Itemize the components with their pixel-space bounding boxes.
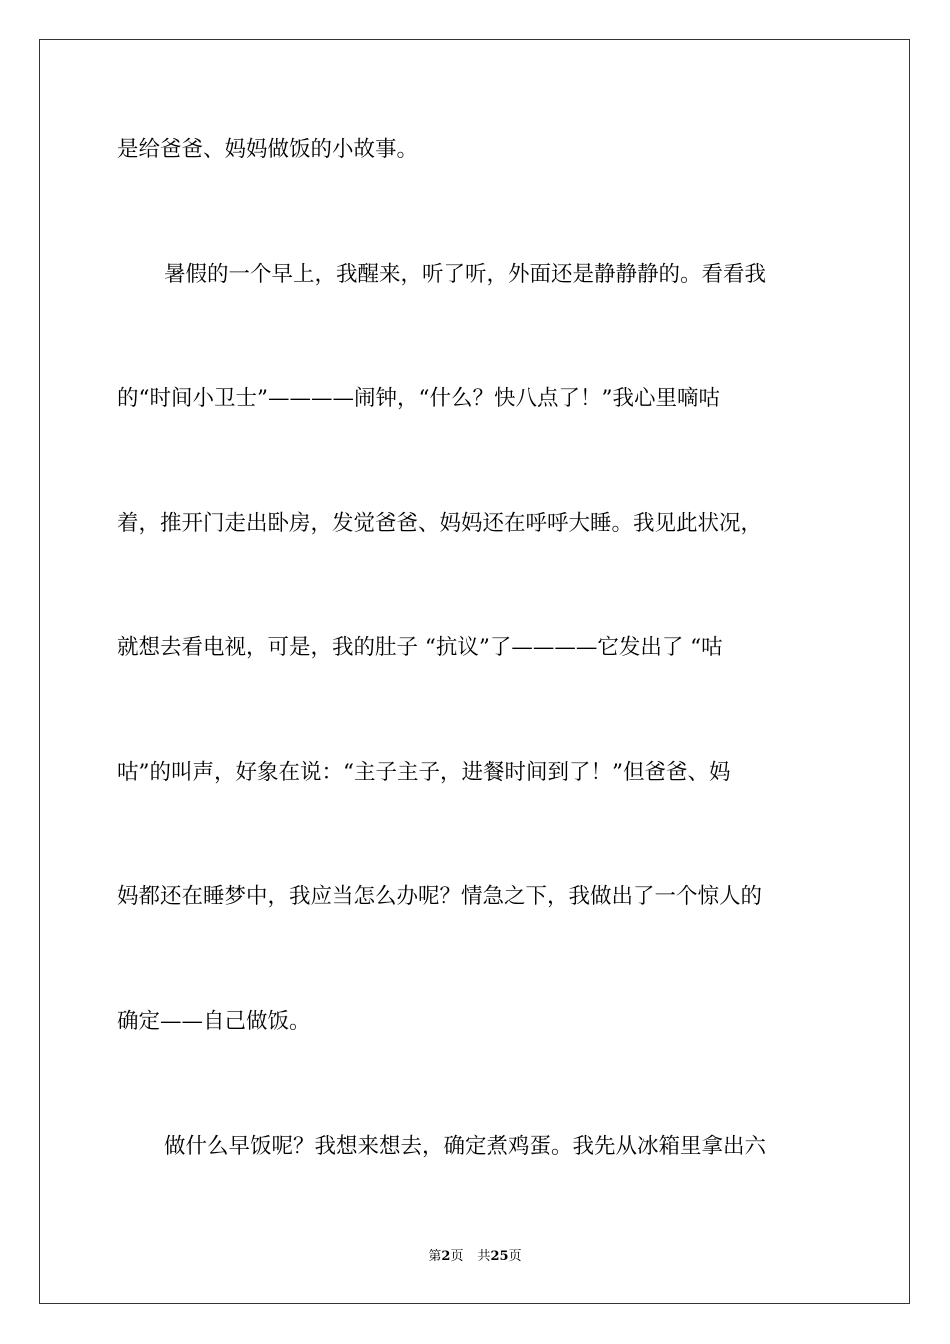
text-line: 就想去看电视，可是，我的肚子 “抗议”了————它发出了 “咕	[117, 635, 723, 660]
page-frame	[39, 39, 910, 1304]
text-line: 的“时间小卫士”————闹钟，“什么？快八点了！”我心里嘀咕	[117, 386, 720, 411]
text-line: 确定——自己做饭。	[117, 1009, 311, 1034]
page-footer	[0, 1248, 950, 1266]
text-line: 着，推开门走出卧房，发觉爸爸、妈妈还在呼呼大睡。我见此状况，	[117, 511, 763, 536]
text-line: 是给爸爸、妈妈做饭的小故事。	[117, 137, 419, 162]
footer-prefix: 第	[428, 1249, 442, 1264]
text-line: 咕”的叫声，好象在说：“主子主子，进餐时间到了！”但爸爸、妈	[117, 760, 731, 785]
total-page-count: 25	[490, 1249, 509, 1264]
footer-total-prefix: 共	[477, 1249, 491, 1264]
text-line: 暑假的一个早上，我醒来，听了听，外面还是静静静的。看看我	[164, 262, 767, 287]
text-line: 做什么早饭呢？我想来想去，确定煮鸡蛋。我先从冰箱里拿出六	[164, 1134, 767, 1159]
footer-total-suffix: 页	[508, 1249, 522, 1264]
current-page-number: 2	[441, 1249, 451, 1264]
text-line: 妈都还在睡梦中，我应当怎么办呢？情急之下，我做出了一个惊人的	[117, 884, 763, 909]
footer-page-suffix: 页	[450, 1249, 464, 1264]
